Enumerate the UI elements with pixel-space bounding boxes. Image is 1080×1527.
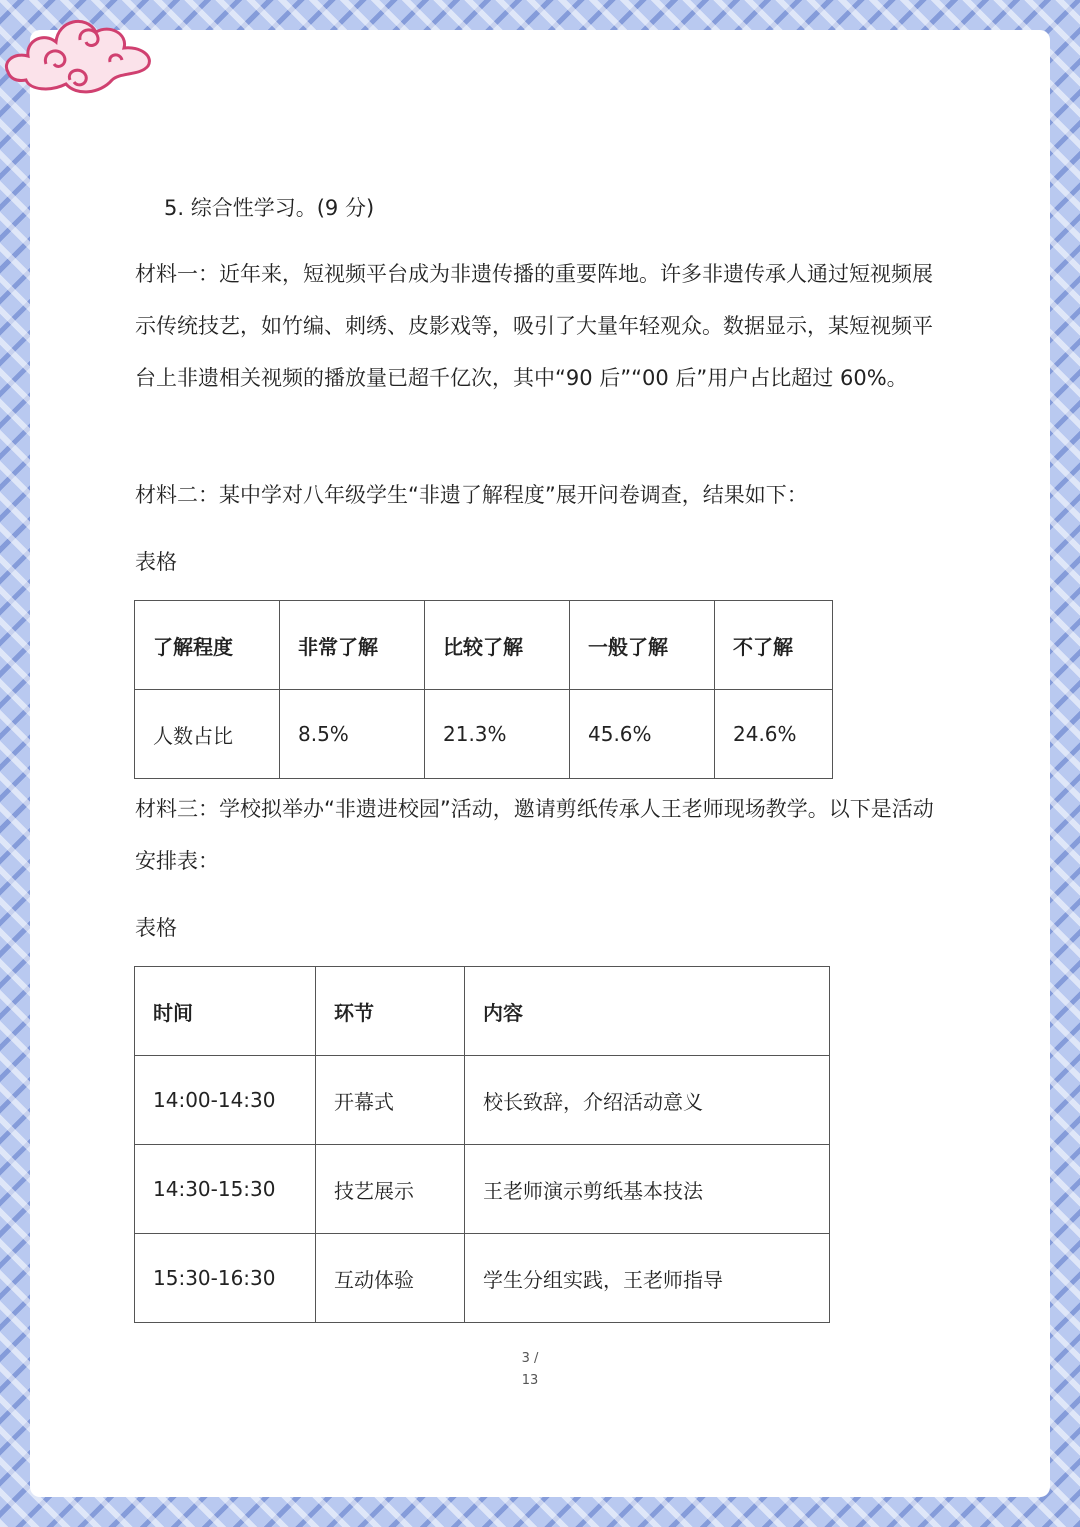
page-number xyxy=(510,1348,550,1392)
material-three-paragraph: 材料三：学校拟举办“非遗进校园”活动，邀请剪纸传承人王老师现场教学。以下是活动安排表： xyxy=(135,797,934,873)
table-cell: 开幕式 xyxy=(316,1056,465,1145)
table-row xyxy=(135,1145,830,1234)
table-cell: 技艺展示 xyxy=(316,1145,465,1234)
table-cell: 人数占比 xyxy=(135,690,280,779)
material-two-paragraph: 材料二：某中学对八年级学生“非遗了解程度”展开问卷调查，结果如下： xyxy=(135,483,808,507)
survey-table xyxy=(134,600,833,779)
material-one-paragraph: 材料一：近年来，短视频平台成为非遗传播的重要阵地。许多非遗传承人通过短视频展示传统技艺，如竹编、刺绣、皮影戏等，吸引了大量年轻观众。数据显示，某短视频平台上非遗相关视频的播放量已超千亿次，其中“90 后”“00 后”用户占比超过 60%。 xyxy=(135,262,933,390)
table-header-cell: 比较了解 xyxy=(425,601,570,690)
table-row xyxy=(135,1234,830,1323)
table-row xyxy=(135,1056,830,1145)
auspicious-cloud-icon xyxy=(0,0,160,105)
table-header-cell: 了解程度 xyxy=(135,601,280,690)
schedule-table xyxy=(134,966,830,1323)
table-cell: 14:00-14:30 xyxy=(135,1056,316,1145)
table-cell: 王老师演示剪纸基本技法 xyxy=(465,1145,830,1234)
page-number-total: 13 xyxy=(521,1373,539,1388)
table-header-cell: 环节 xyxy=(316,967,465,1056)
table-label: 表格 xyxy=(135,550,177,574)
table-header-cell: 一般了解 xyxy=(570,601,715,690)
table-cell: 21.3% xyxy=(425,690,570,779)
table-header-row xyxy=(135,601,833,690)
table-header-row xyxy=(135,967,830,1056)
question-title: 5. 综合性学习。(9 分) xyxy=(164,196,375,220)
table-header-cell: 不了解 xyxy=(715,601,833,690)
table-cell: 24.6% xyxy=(715,690,833,779)
table-header-cell: 时间 xyxy=(135,967,316,1056)
table-cell: 14:30-15:30 xyxy=(135,1145,316,1234)
table-cell: 互动体验 xyxy=(316,1234,465,1323)
table-row xyxy=(135,690,833,779)
table-label: 表格 xyxy=(135,916,177,940)
table-cell: 8.5% xyxy=(280,690,425,779)
table-cell: 校长致辞，介绍活动意义 xyxy=(465,1056,830,1145)
table-cell: 15:30-16:30 xyxy=(135,1234,316,1323)
table-header-cell: 内容 xyxy=(465,967,830,1056)
table-cell: 45.6% xyxy=(570,690,715,779)
table-cell: 学生分组实践，王老师指导 xyxy=(465,1234,830,1323)
table-header-cell: 非常了解 xyxy=(280,601,425,690)
page-number-current: 3 / xyxy=(521,1351,539,1366)
